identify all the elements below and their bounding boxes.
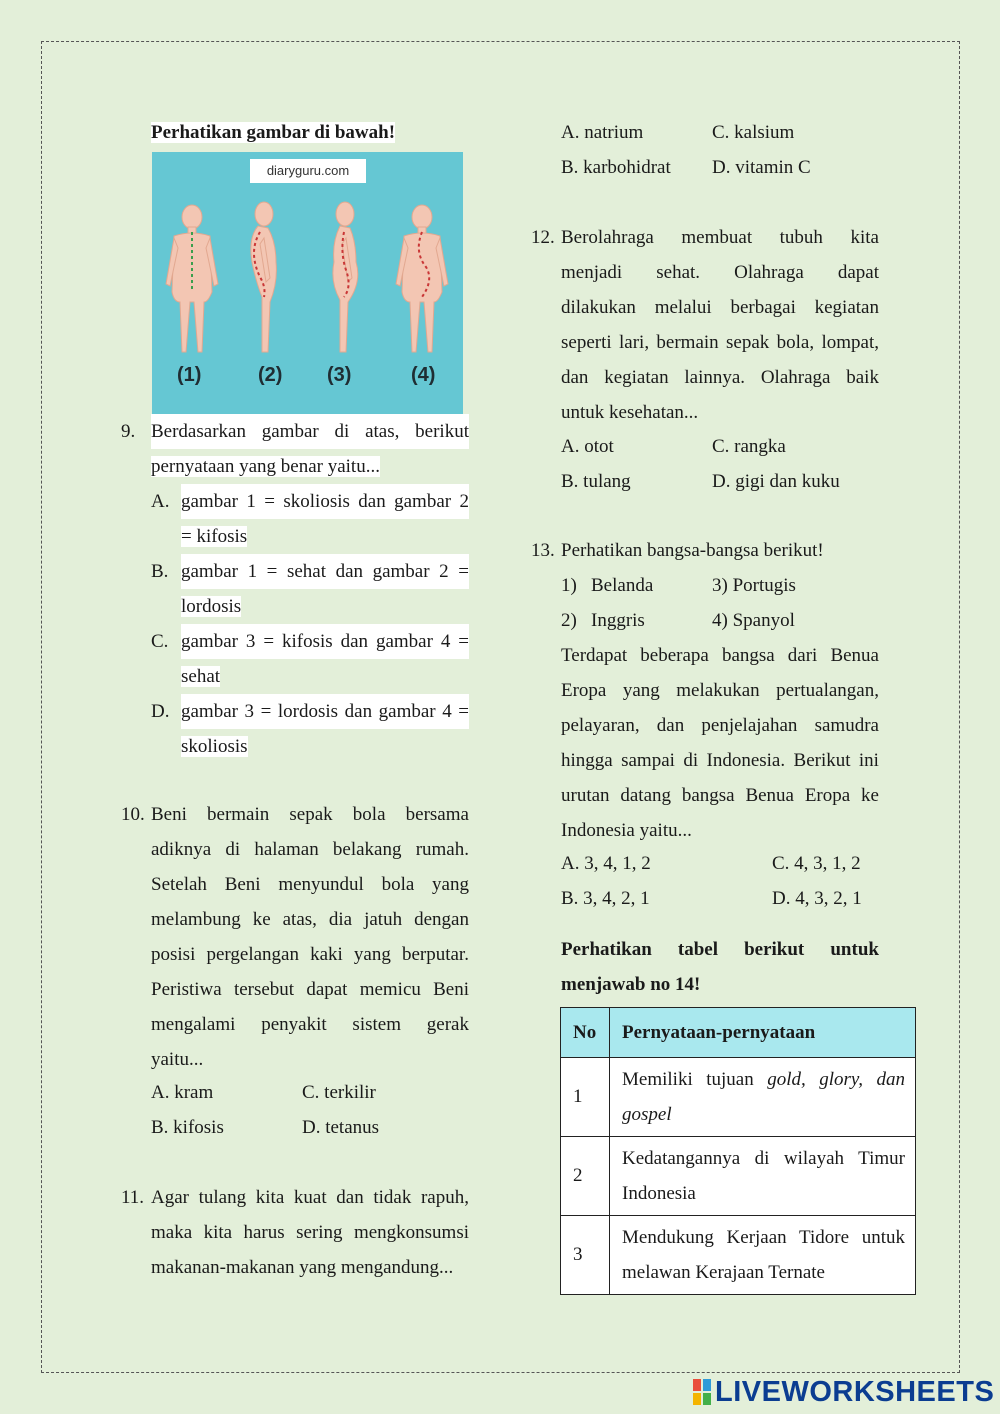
figure-3-body [333,202,358,352]
q13-item-2: Inggris [591,610,645,631]
spine-posture-figure [152,152,463,418]
q9-option-c[interactable]: gambar 3 = kifosis dan gambar 4 = [181,624,469,659]
figure-instruction: Perhatikan gambar di bawah! [151,122,396,143]
q9-option-a-cont: = kifosis [181,526,248,547]
q13-item-1: Belanda [591,575,654,596]
q13-stem: Perhatikan bangsa-bangsa berikut! [561,540,824,561]
q10-option-c[interactable]: C. terkilir [302,1082,376,1103]
q9-stem-line-2: pernyataan yang benar yaitu... [151,456,380,477]
header-no: No [561,1008,610,1058]
q11-stem: Agar tulang kita kuat dan tidak rapuh, maka kita harus sering mengkonsumsi makanan-makanan yang mengandung... [151,1187,469,1278]
q13-item-3: 3) Portugis [712,575,796,596]
figure-1-body [166,205,218,352]
row-no: 2 [561,1137,610,1216]
q9-option-b-letter: B. [151,561,169,582]
q10-option-a[interactable]: A. kram [151,1082,214,1103]
q13-option-d[interactable]: D. 4, 3, 2, 1 [772,888,862,909]
row-statement: Mendukung Kerjaan Tidore untuk melawan Kerajaan Ternate [610,1216,916,1295]
figure-label-2: (2) [258,364,283,386]
q12-option-a[interactable]: A. otot [561,436,614,457]
q9-option-b-cont: lordosis [181,596,242,617]
q13-option-a[interactable]: A. 3, 4, 1, 2 [561,853,651,874]
logo-text: LIVEWORKSHEETS [715,1375,995,1408]
q9-option-c-letter: C. [151,631,169,652]
row-no: 3 [561,1216,610,1295]
q12-option-d[interactable]: D. gigi dan kuku [712,471,840,492]
q13-number: 13. [531,540,555,561]
q10-option-d[interactable]: D. tetanus [302,1117,380,1138]
table-row [561,1058,916,1137]
q11-option-b[interactable]: B. karbohidrat [561,157,671,178]
q13-item-4: 4) Spanyol [712,610,795,631]
row-statement: Memiliki tujuan gold, glory, dan gospel [610,1058,916,1137]
q9-option-d-cont: skoliosis [181,736,248,757]
figure-watermark: diaryguru.com [250,159,366,183]
q9-stem-line-1: Berdasarkan gambar di atas, berikut [151,414,469,449]
q9-option-c-cont: sehat [181,666,221,687]
table-instruction-line-2: menjawab no 14! [561,974,701,995]
q13-item-2-num: 2) [561,610,577,631]
q11-option-a[interactable]: A. natrium [561,122,644,143]
table-row [561,1216,916,1295]
q12-option-c[interactable]: C. rangka [712,436,786,457]
figure-label-4: (4) [411,364,436,386]
q13-item-1-num: 1) [561,575,577,596]
liveworksheets-logo [693,1374,994,1410]
q13-option-b[interactable]: B. 3, 4, 2, 1 [561,888,650,909]
q9-option-d[interactable]: gambar 3 = lordosis dan gambar 4 = [181,694,469,729]
table-header-row [561,1008,916,1058]
row-statement: Kedatangannya di wilayah Timur Indonesia [610,1137,916,1216]
q13-passage: Terdapat beberapa bangsa dari Benua Eropa yang melakukan pertualangan, pelayaran, dan penjelajahan samudra hingga sampai di Indonesia. Berikut ini urutan datang bangsa Benua Eropa ke Indonesia yaitu... [561,645,879,841]
row-no: 1 [561,1058,610,1137]
liveworksheets-icon [693,1379,711,1405]
figure-2-body [251,202,277,352]
q12-option-b[interactable]: B. tulang [561,471,631,492]
figure-label-1: (1) [177,364,202,386]
q12-number: 12. [531,227,555,248]
q10-option-b[interactable]: B. kifosis [151,1117,224,1138]
q11-option-d[interactable]: D. vitamin C [712,157,811,178]
table-instruction-line-1: Perhatikan tabel berikut untuk [561,939,879,960]
q9-option-d-letter: D. [151,701,170,722]
header-statement: Pernyataan-pernyataan [610,1008,916,1058]
q12-stem: Berolahraga membuat tubuh kita menjadi sehat. Olahraga dapat dilakukan melalui berbagai kegiatan seperti lari, bermain sepak bola, lompat, dan kegiatan lainnya. Olahraga baik untuk kesehatan... [561,227,879,423]
figure-label-3: (3) [327,364,352,386]
q9-number: 9. [121,421,136,442]
figure-4-body [396,205,448,352]
q11-option-c[interactable]: C. kalsium [712,122,795,143]
q10-stem: Beni bermain sepak bola bersama adiknya di halaman belakang rumah. Setelah Beni menyundul bola yang melambung ke atas, dia jatuh dengan posisi pergelangan kaki yang berputar. Peristiwa tersebut dapat memicu Beni mengalami penyakit sistem gerak yaitu... [151,804,469,1070]
q9-option-a-letter: A. [151,491,170,512]
q11-number: 11. [121,1187,145,1208]
q10-number: 10. [121,804,145,825]
statements-table [560,1007,916,1295]
q9-option-b[interactable]: gambar 1 = sehat dan gambar 2 = [181,554,469,589]
q13-option-c[interactable]: C. 4, 3, 1, 2 [772,853,861,874]
q9-option-a[interactable]: gambar 1 = skoliosis dan gambar 2 [181,484,469,519]
table-row [561,1137,916,1216]
